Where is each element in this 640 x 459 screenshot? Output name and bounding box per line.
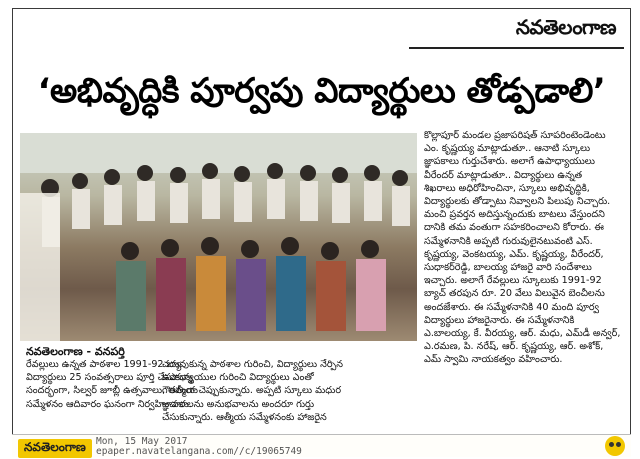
masthead-rule	[409, 47, 624, 49]
group-photo	[20, 133, 417, 341]
footer-link[interactable]: epaper.navatelangana.com//c/19065749	[96, 446, 302, 457]
photo-caption: నవతెలంగాణ - వనపర్తి	[26, 345, 125, 358]
article-line: విద్యార్థులకు తోడ్పాటు నివ్వాలని పిలుపు నిచ్చారు.	[424, 196, 611, 208]
article-line: అందజేశారు. ఈ సమ్మేళనానికి 40 మంది పూర్వ	[424, 301, 600, 313]
headline: ‘అభివృద్ధికి పూర్వపు విద్యార్థులు తోడ్పడాలి’	[37, 71, 606, 111]
masthead: నవతెలంగాణ	[515, 15, 616, 39]
article-line: శిఖరాలు అధిరోహించినా, స్కూలు అభివృద్ధికి,	[424, 182, 590, 194]
article-line: కొల్లాపూర్ మండల ప్రజాపరిషత్ సూపరింటెండెంటు	[424, 130, 606, 141]
article-line: ఎ.బాలయ్య, కే. వీరయ్య, ఆర్. మధు, ఎమ్‌డీ అన్వర్,	[424, 328, 621, 340]
article-line: చేసుకున్నారు. ఆత్మీయ సమ్మేళనంకు హాజరైన	[162, 411, 327, 423]
article-line: జ్ఞాపకాలు గుర్తుచేశారు. అలాగే ఉపాధ్యాయులు	[424, 156, 595, 168]
article-line: వీరేందర్ మాట్లాడుతూ.. విద్యార్థులు ఉన్నత	[424, 169, 583, 181]
article-line: సుధాకర్‌రెడ్డి, బాలయ్య హాజరై వారి సందేశాలు	[424, 262, 592, 274]
article-line: బ్యాచ్ తరపున రూ. 20 వేలు విలువైన బెంచీలను	[424, 288, 605, 300]
article-line: ఎం. కృష్ణయ్య మాట్లాడుతూ.. ఆనాటి స్కూలు	[424, 143, 591, 155]
article-line: ఎమ్ స్వామి నాయకత్వం వహించారు.	[424, 354, 563, 366]
article-line: విద్యార్థులు హాజరైనారు. ఈ సమ్మేళనానికి	[424, 314, 575, 326]
footer-logo[interactable]: నవతెలంగాణ	[18, 439, 92, 458]
group-photo-illustration	[20, 133, 417, 341]
article-line: సమ్మేళనం ఆదివారం ఘనంగా నిర్వహించారు.	[26, 398, 192, 410]
article-line: దానికి తమ వంతుగా సహకరించాలని కోరారు. ఈ	[424, 222, 604, 234]
article-line: విద్యార్థులు 25 సంవత్సరాలు పూర్తి చేసుకున్న	[26, 372, 193, 384]
article-line: జ్ఞాపకాలను అనుభవాలను అందరూ గుర్తు	[162, 398, 315, 410]
owl-mascot-icon	[605, 436, 625, 456]
article-line: కృష్ణయ్య, వెంకటయ్య, ఎమ్. కృష్ణయ్య, వీరేందర్,	[424, 248, 604, 260]
article-line: ఉపాధ్యాయుల గురించి విద్యార్థులు ఎంతో	[162, 372, 314, 384]
article-line: మంచి ప్రవర్తన అదిస్తున్నందుకు బాటలు వేస్తుందని	[424, 209, 605, 221]
epaper-footer	[12, 434, 631, 457]
article-column-middle	[162, 358, 418, 424]
article-line: సమ్మేళనానికి అప్పటి గురువులైనటువంటి ఎస్.	[424, 235, 593, 247]
article-column-right	[424, 129, 624, 367]
footer-date: Mon, 15 May 2017	[96, 436, 188, 447]
article-line: చదువుకున్న పాఠశాల గురించి, విద్యార్థులు నేర్పిన	[162, 359, 343, 370]
article-line: గౌరవంగా చెప్పుకున్నారు. అప్పటి స్కూలు మధుర	[162, 385, 342, 397]
article-column-left	[26, 358, 198, 411]
article-line: ఎ.రమణ, పి. నరేష్, ఆర్. కృష్ణయ్య, ఆర్. అశోక్,	[424, 341, 604, 353]
article-line: రేవల్లులు ఉన్నత పాఠశాల 1991-92 బ్యా	[26, 359, 182, 370]
article-line: సందర్భంగా, సిల్వర్ జూబ్లీ ఉత్సవాలు, ఆత్మీయ	[26, 385, 198, 397]
article-line: ఇచ్చారు. అలాగే రేవల్లులు స్కూలుకు 1991-92	[424, 275, 602, 287]
